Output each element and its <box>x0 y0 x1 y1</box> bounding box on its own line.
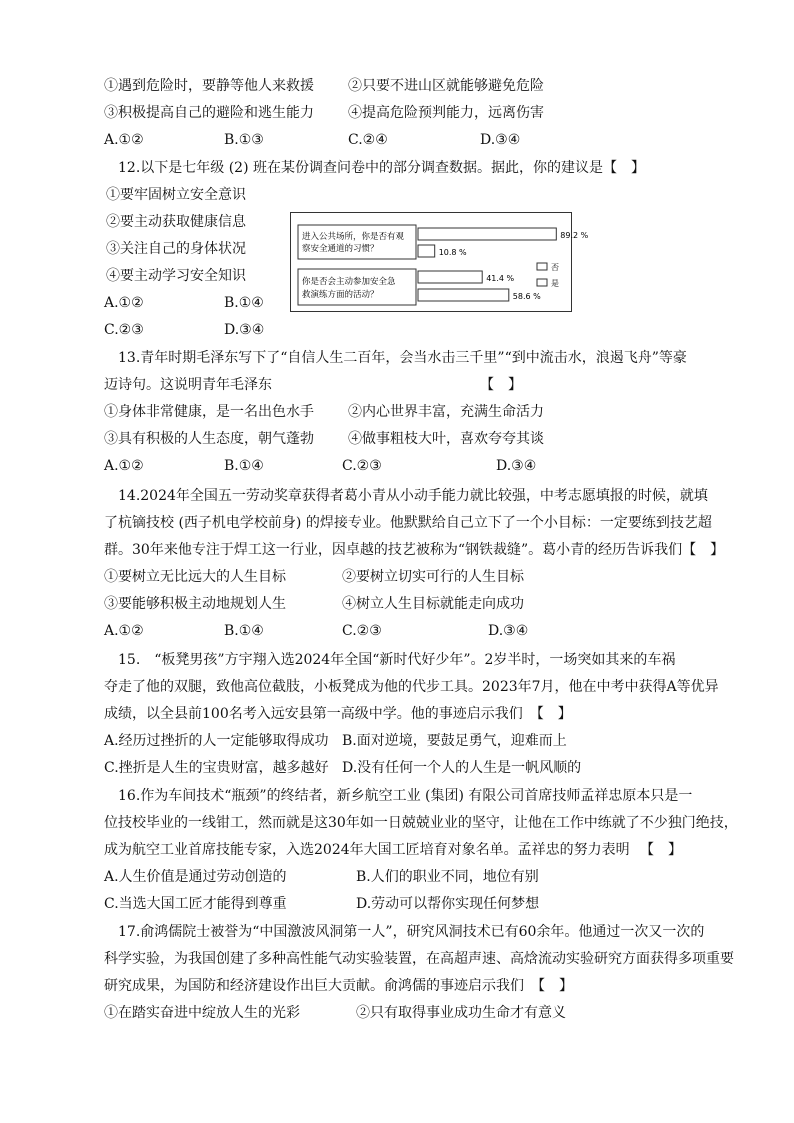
q13-choice-1: ①身体非常健康，是一名出色水手 <box>104 404 314 420</box>
q16-stem-line3: 成为航空工业首席技能专家，入选2024年大国工匠培育对象名单。孟祥忠的努力表明 <box>104 842 630 858</box>
q15-stem-line1: 15. “板凳男孩”方宇翔入选2024年全国“新时代好少年”。2岁半时，一场突如其来的车祸 <box>118 652 676 668</box>
label-q2-no: 41.4 % <box>486 274 515 283</box>
q13-stem-line1: 13.青年时期毛泽东写下了“自信人生二百年，会当水击三千里”“到中流击水，浪遏飞舟”等豪 <box>118 350 687 366</box>
q17-choice-2: ②只有取得事业成功生命才有意义 <box>356 1005 566 1021</box>
q14-option-c: C.②③ <box>342 623 382 639</box>
q15-stem-line3: 成绩，以全县前100名考入远安县第一高级中学。他的事迹启示我们 【 】 <box>104 706 572 722</box>
q1-text-line1: 进入公共场所，你是否有观 <box>302 232 405 242</box>
q17-stem-line3: 研究成果，为国防和经济建设作出巨大贡献。俞鸿儒的事迹启示我们 【 】 <box>104 978 573 994</box>
q15-option-b: B.面对逆境，要鼓足勇气，迎难而上 <box>342 733 567 749</box>
bar-q2-no <box>418 271 482 283</box>
q12-option-c: C.②③ <box>104 322 144 338</box>
q12-stem: 12.以下是七年级 (2) 班在某份调查问卷中的部分调查数据。据此，你的建议是【 】 <box>118 160 645 176</box>
legend-yes-swatch <box>537 279 547 286</box>
q15-option-d: D.没有任何一个人的人生是一帆风顺的 <box>342 760 582 776</box>
q1-text-line2: 察安全通道的习惯？ <box>302 244 379 254</box>
q16-answer-bracket: 【 】 <box>640 842 682 858</box>
q2-text-line1: 你是否会主动参加安全急 <box>302 277 396 287</box>
q14-option-d: D.③④ <box>488 623 529 639</box>
q13-option-d: D.③④ <box>496 458 537 474</box>
q12-item-1: ①要牢固树立安全意识 <box>106 187 246 203</box>
q16-option-c: C.当选大国工匠才能得到尊重 <box>104 896 287 912</box>
q14-choice-1: ①要树立无比远大的人生目标 <box>104 569 286 585</box>
bar-q1-yes <box>418 228 556 240</box>
q13-stem-line2: 迈诗句。这说明青年毛泽东 <box>104 377 272 393</box>
q12-item-4: ④要主动学习安全知识 <box>106 268 246 284</box>
q16-stem-line1: 16.作为车间技术“瓶颈”的终结者，新乡航空工业 (集团) 有限公司首席技师孟祥忠原本只是一 <box>118 788 693 804</box>
q11-choice-1: ①遇到危险时，要静等他人来救援 <box>104 78 314 94</box>
legend-yes-label: 是 <box>551 279 559 288</box>
q13-answer-bracket: 【 】 <box>480 377 522 393</box>
q14-option-b: B.①④ <box>224 623 264 639</box>
q14-option-a: A.①② <box>104 623 144 639</box>
q11-option-d: D.③④ <box>480 132 521 148</box>
q16-option-a: A.人生价值是通过劳动创造的 <box>104 869 287 885</box>
q14-choice-3: ③要能够积极主动地规划人生 <box>104 596 286 612</box>
q16-option-b: B.人们的职业不同，地位有别 <box>356 869 539 885</box>
q15-option-c: C.挫折是人生的宝贵财富，越多越好 <box>104 760 329 776</box>
q11-choice-3: ③积极提高自己的避险和逃生能力 <box>104 105 314 121</box>
q14-stem-line3: 群。30年来他专注于焊工这一行业，因卓越的技艺被称为“钢铁裁缝”。葛小青的经历告诉我们【 】 <box>104 542 725 558</box>
legend-no-label: 否 <box>551 263 559 272</box>
q11-option-c: C.②④ <box>348 132 388 148</box>
legend-no-swatch <box>537 263 547 270</box>
q11-option-b: B.①③ <box>224 132 264 148</box>
q12-option-d: D.③④ <box>224 322 265 338</box>
q13-choice-3: ③具有积极的人生态度，朝气蓬勃 <box>104 431 314 447</box>
q13-option-a: A.①② <box>104 458 144 474</box>
q13-choice-4: ④做事粗枝大叶，喜欢夸夸其谈 <box>348 431 544 447</box>
q12-item-2: ②要主动获取健康信息 <box>106 214 246 230</box>
survey-chart-svg <box>291 213 589 313</box>
q16-stem-line2: 位技校毕业的一线钳工，然而就是这30年如一日兢兢业业的坚守，让他在工作中练就了不少独门绝技， <box>104 815 738 831</box>
q11-choice-4: ④提高危险预判能力，远离伤害 <box>348 105 544 121</box>
q17-stem-line1: 17.俞鸿儒院士被誉为“中国激波风洞第一人”，研究风洞技术已有60余年。他通过一次又一次的 <box>118 924 705 940</box>
q14-choice-4: ④树立人生目标就能走向成功 <box>342 596 524 612</box>
q12-option-b: B.①④ <box>224 295 264 311</box>
q13-option-b: B.①④ <box>224 458 264 474</box>
q14-stem-line2: 了杭镝技校 (西子机电学校前身) 的焊接专业。他默默给自己立下了一个小目标：一定要练到技艺超 <box>104 515 712 531</box>
q15-option-a: A.经历过挫折的人一定能够取得成功 <box>104 733 329 749</box>
q11-option-a: A.①② <box>104 132 144 148</box>
q14-choice-2: ②要树立切实可行的人生目标 <box>342 569 524 585</box>
label-q1-yes: 89.2 % <box>560 231 589 240</box>
q14-stem-line1: 14.2024年全国五一劳动奖章获得者葛小青从小动手能力就比较强，中考志愿填报的时候，就填 <box>118 488 708 504</box>
q12-item-3: ③关注自己的身体状况 <box>106 241 246 257</box>
label-q1-no: 10.8 % <box>438 248 467 257</box>
q11-choice-2: ②只要不进山区就能够避免危险 <box>348 78 544 94</box>
q13-option-c: C.②③ <box>342 458 382 474</box>
q17-choice-1: ①在踏实奋进中绽放人生的光彩 <box>104 1005 300 1021</box>
q13-choice-2: ②内心世界丰富，充满生命活力 <box>348 404 544 420</box>
q2-text-line2: 救演练方面的活动？ <box>302 290 379 300</box>
label-q2-yes: 58.6 % <box>512 292 541 301</box>
survey-bar-chart <box>290 212 589 312</box>
q17-stem-line2: 科学实验，为我国创建了多种高性能气动实验装置，在高超声速、高焓流动实验研究方面获得多项重要 <box>104 951 734 967</box>
bar-q1-no <box>418 245 435 257</box>
q12-option-a: A.①② <box>104 295 144 311</box>
q16-option-d: D.劳动可以帮你实现任何梦想 <box>356 896 540 912</box>
bar-q2-yes <box>418 289 509 301</box>
q15-stem-line2: 夺走了他的双腿，致他高位截肢，小板凳成为他的代步工具。2023年7月，他在中考中获得A等优异 <box>104 679 719 695</box>
